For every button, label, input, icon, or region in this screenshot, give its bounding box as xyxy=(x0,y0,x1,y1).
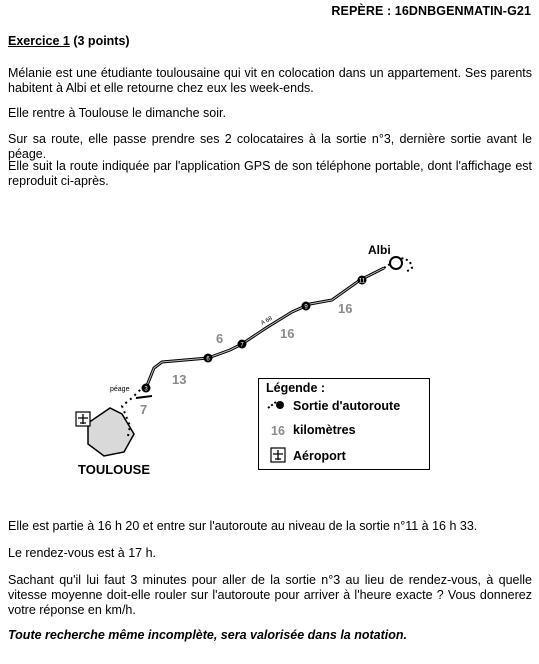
map-legend xyxy=(258,378,430,470)
paragraph-exit: Sur sa route, elle passe prendre ses 2 colocataires à la sortie n°3, dernière sortie avant le péage. xyxy=(8,132,532,161)
exit-6 xyxy=(204,354,213,363)
exit-3 xyxy=(142,384,151,393)
paragraph-departure: Elle est partie à 16 h 20 et entre sur l'autoroute au niveau de la sortie n°11 à 16 h 33. xyxy=(8,519,478,533)
exit-marker-icon xyxy=(263,399,293,414)
legend-exit-label: Sortie d'autoroute xyxy=(293,399,401,413)
distance-6-3: 13 xyxy=(172,372,187,387)
city-label-toulouse: TOULOUSE xyxy=(78,462,150,477)
paragraph-grading-note: Toute recherche même incomplète, sera valorisée dans la notation. xyxy=(8,628,407,642)
toll-gate-icon xyxy=(136,396,152,398)
legend-exit-row xyxy=(263,399,400,414)
svg-text:6: 6 xyxy=(206,356,210,363)
city-label-albi: Albi xyxy=(368,243,391,257)
exercise-number: Exercice 1 xyxy=(8,34,70,48)
paragraph-context: Mélanie est une étudiante toulousaine qui vit en colocation dans un appartement. Ses parents habitent à Albi et elle retourne chez eux les week-ends. xyxy=(8,66,532,95)
distance-7-6: 6 xyxy=(216,331,224,346)
albi-circle xyxy=(390,257,402,269)
paragraph-meeting: Le rendez-vous est à 17 h. xyxy=(8,546,157,560)
legend-km-label: kilomètres xyxy=(293,423,356,437)
legend-km-row xyxy=(263,423,356,438)
airport-icon xyxy=(76,412,90,426)
highway-route xyxy=(146,268,384,388)
legend-km-sample: 16 xyxy=(271,423,285,438)
exit-9 xyxy=(302,302,311,311)
paragraph-return: Elle rentre à Toulouse le dimanche soir. xyxy=(8,106,226,120)
toll-label: péage xyxy=(110,386,130,393)
toulouse-city-shape xyxy=(88,408,134,456)
legend-airport-label: Aéroport xyxy=(293,448,346,463)
exercise-title xyxy=(8,34,130,48)
svg-text:7: 7 xyxy=(240,342,244,349)
exit-7 xyxy=(238,340,247,349)
road-label-a68: A 68 xyxy=(260,315,274,327)
svg-text:9: 9 xyxy=(304,304,308,311)
legend-title: Légende : xyxy=(266,381,326,395)
paragraph-question: Sachant qu'il lui faut 3 minutes pour aller de la sortie n°3 au lieu de rendez-vous, à quelle vitesse moyenne doit-elle rouler sur l'autoroute pour arriver à l'heure exacte ? Vous donnerez votre réponse en km/h. xyxy=(8,573,532,617)
svg-text:3: 3 xyxy=(144,386,148,393)
distance-3-toulouse: 7 xyxy=(140,402,148,417)
exercise-points: (3 points) xyxy=(73,34,130,48)
svg-text:11: 11 xyxy=(358,278,366,285)
distance-11-9: 16 xyxy=(338,301,353,316)
airport-legend-icon xyxy=(263,447,293,466)
exit-11 xyxy=(358,276,367,285)
document-reference: REPÈRE : 16DNBGENMATIN-G21 xyxy=(331,4,531,18)
distance-9-7: 16 xyxy=(280,326,295,341)
paragraph-gps: Elle suit la route indiquée par l'application GPS de son téléphone portable, dont l'affichage est reproduit ci-après. xyxy=(8,159,532,188)
legend-airport-row xyxy=(263,447,346,466)
